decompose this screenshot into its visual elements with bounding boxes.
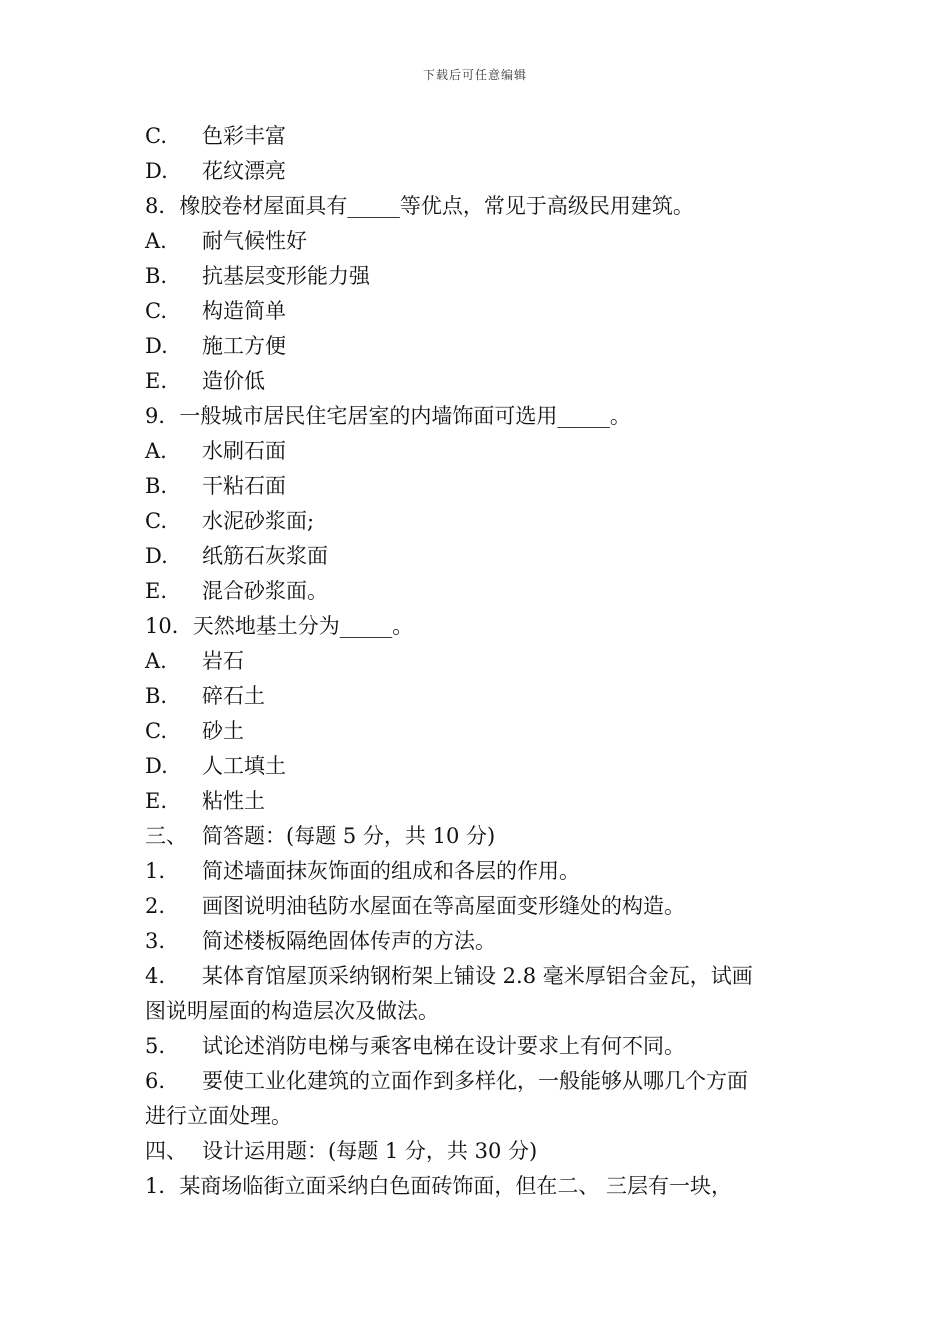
option-label: C. (145, 509, 167, 533)
option-text: 岩石 (202, 649, 244, 673)
section-heading-3 (145, 819, 810, 854)
option-text: 水刷石面 (202, 439, 286, 463)
short-question-5 (145, 1029, 810, 1064)
option-c (145, 714, 810, 749)
option-label: D. (145, 159, 168, 183)
option-c (145, 504, 810, 539)
question-text: 要使工业化建筑的立面作到多样化，一般能够从哪几个方面 (202, 1069, 748, 1093)
option-d (145, 539, 810, 574)
option-a (145, 644, 810, 679)
option-label: E. (145, 789, 168, 813)
option-label: E. (145, 579, 168, 603)
short-question-3 (145, 924, 810, 959)
short-question-6-continued (145, 1099, 810, 1134)
option-label: C. (145, 124, 167, 148)
option-c (145, 294, 810, 329)
question-number: 6. (145, 1069, 166, 1093)
question-text: 简述墙面抹灰饰面的组成和各层的作用。 (202, 859, 580, 883)
short-question-1 (145, 854, 810, 889)
option-label: B. (145, 684, 168, 708)
section-number: 四、 (145, 1139, 187, 1163)
option-label: D. (145, 754, 168, 778)
option-text: 砂土 (202, 719, 244, 743)
question-number: 2. (145, 894, 166, 918)
question-text: 图说明屋面的构造层次及做法。 (145, 999, 439, 1023)
question-text: 试论述消防电梯与乘客电梯在设计要求上有何不同。 (202, 1034, 685, 1058)
option-text: 造价低 (202, 369, 265, 393)
short-question-4 (145, 959, 810, 994)
option-d (145, 329, 810, 364)
option-text: 水泥砂浆面; (202, 509, 315, 533)
option-c (145, 119, 810, 154)
short-question-4-continued (145, 994, 810, 1029)
question-text: 某体育馆屋顶采纳钢桁架上铺设 2.8 毫米厚铝合金瓦，试画 (202, 964, 753, 988)
option-text: 抗基层变形能力强 (202, 264, 370, 288)
option-label: B. (145, 264, 168, 288)
option-text: 纸筋石灰浆面 (202, 544, 328, 568)
option-text: 色彩丰富 (202, 124, 286, 148)
design-question-1 (145, 1169, 810, 1204)
document-body (145, 119, 810, 1204)
option-e (145, 574, 810, 609)
option-label: C. (145, 719, 167, 743)
question-text: 进行立面处理。 (145, 1104, 292, 1128)
question-10 (145, 609, 810, 644)
option-label: D. (145, 334, 168, 358)
question-text: 9．一般城市居民住宅居室的内墙饰面可选用_____。 (145, 404, 631, 428)
question-number: 1. (145, 859, 166, 883)
option-text: 混合砂浆面。 (202, 579, 328, 603)
option-b (145, 259, 810, 294)
option-a (145, 224, 810, 259)
question-number: 5. (145, 1034, 166, 1058)
option-label: A. (145, 229, 167, 253)
option-label: B. (145, 474, 168, 498)
section-title: 设计运用题：(每题 1 分，共 30 分) (202, 1139, 538, 1163)
option-d (145, 154, 810, 189)
option-e (145, 784, 810, 819)
option-a (145, 434, 810, 469)
question-number: 3. (145, 929, 166, 953)
question-text: 1．某商场临街立面采纳白色面砖饰面，但在二、 三层有一块， (145, 1174, 733, 1198)
section-title: 简答题：(每题 5 分，共 10 分) (202, 824, 496, 848)
option-text: 粘性土 (202, 789, 265, 813)
option-label: D. (145, 544, 168, 568)
option-label: E. (145, 369, 168, 393)
option-b (145, 679, 810, 714)
page-header: 下载后可任意编辑 (422, 68, 527, 82)
option-e (145, 364, 810, 399)
section-number: 三、 (145, 824, 187, 848)
question-text: 8．橡胶卷材屋面具有_____等优点，常见于高级民用建筑。 (145, 194, 694, 218)
short-question-6 (145, 1064, 810, 1099)
question-9 (145, 399, 810, 434)
short-question-2 (145, 889, 810, 924)
option-text: 干粘石面 (202, 474, 286, 498)
option-b (145, 469, 810, 504)
option-text: 耐气候性好 (202, 229, 307, 253)
option-text: 施工方便 (202, 334, 286, 358)
question-number: 4. (145, 964, 166, 988)
option-label: A. (145, 649, 167, 673)
question-text: 10．天然地基土分为_____。 (145, 614, 414, 638)
option-text: 花纹漂亮 (202, 159, 286, 183)
question-text: 画图说明油毡防水屋面在等高屋面变形缝处的构造。 (202, 894, 685, 918)
option-text: 构造简单 (202, 299, 286, 323)
option-text: 碎石土 (202, 684, 265, 708)
section-heading-4 (145, 1134, 810, 1169)
option-label: A. (145, 439, 167, 463)
option-text: 人工填土 (202, 754, 286, 778)
question-8 (145, 189, 810, 224)
option-label: C. (145, 299, 167, 323)
option-d (145, 749, 810, 784)
question-text: 简述楼板隔绝固体传声的方法。 (202, 929, 496, 953)
